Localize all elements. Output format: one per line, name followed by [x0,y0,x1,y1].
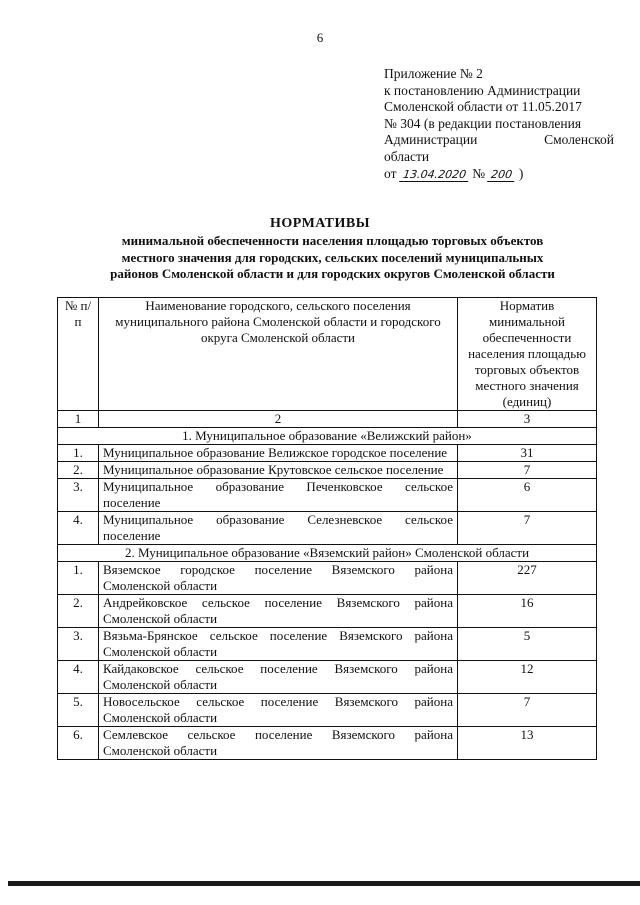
table-row [58,479,597,512]
section-row [58,545,597,562]
row-number: 1. [58,562,99,595]
row-name: Вязьма-Брянское сельское поселение Вяземского района Смоленской области [99,628,458,661]
row-value: 7 [458,694,597,727]
row-value: 7 [458,462,597,479]
handwritten-date: 13.04.2020 [399,169,470,182]
table-row [58,562,597,595]
norms-table [57,297,597,760]
document-subtitle [60,233,605,283]
col-number: 1 [58,411,99,428]
row-number: 3. [58,479,99,512]
col-number: 2 [99,411,458,428]
section-row [58,428,597,445]
section-title: 1. Муниципальное образование «Велижский район» [58,428,597,445]
table-row [58,694,597,727]
row-value: 6 [458,479,597,512]
row-value: 5 [458,628,597,661]
row-value: 227 [458,562,597,595]
row-name: Кайдаковское сельское поселение Вяземского района Смоленской области [99,661,458,694]
row-name: Муниципальное образование Селезневское сельское поселение [99,512,458,545]
date-prefix: от [384,165,397,181]
appendix-line: к постановлению Администрации [384,82,581,98]
row-number: 4. [58,512,99,545]
appendix-line: Приложение № 2 [384,66,483,81]
appendix-line: Смоленской области от 11.05.2017 [384,99,582,115]
row-number: 6. [58,727,99,760]
table-row [58,661,597,694]
row-name: Семлевское сельское поселение Вяземского района Смоленской области [99,727,458,760]
closing-paren: ) [518,165,524,181]
row-value: 12 [458,661,597,694]
table-row [58,727,597,760]
document-title: НОРМАТИВЫ [270,216,370,231]
table-header-row [58,298,597,411]
row-name: Вяземское городское поселение Вяземского района Смоленской области [99,562,458,595]
appendix-line: № 304 (в редакции постановления [384,115,582,131]
appendix-line [384,132,614,149]
row-number: 2. [58,462,99,479]
scan-bottom-edge [8,881,640,886]
table-row [58,462,597,479]
table-row [58,445,597,462]
table-row [58,628,597,661]
row-number: 2. [58,595,99,628]
header-norm: Норматив минимальной обеспеченности населения площадью торговых объектов местного значения (единиц) [458,298,597,411]
row-name: Муниципальное образование Печенковское сельское поселение [99,479,458,512]
col-number: 3 [458,411,597,428]
column-number-row [58,411,597,428]
number-sign: № [472,165,486,181]
appendix-block [384,66,614,182]
row-name: Муниципальное образование Крутовское сельское поселение [99,462,458,479]
row-value: 31 [458,445,597,462]
appendix-word: Смоленской [544,132,614,148]
handwritten-number: 200 [488,169,517,182]
subtitle-line: минимальной обеспеченности населения площадью торговых объектов [121,233,544,248]
row-name: Андрейковское сельское поселение Вяземского района Смоленской области [99,595,458,628]
table-row [58,512,597,545]
row-value: 16 [458,595,597,628]
subtitle-line: местного значения для городских, сельских поселений муниципальных [121,249,544,265]
row-name: Муниципальное образование Велижское городское поселение [99,445,458,462]
row-number: 3. [58,628,99,661]
appendix-line: области [384,148,430,164]
row-number: 5. [58,694,99,727]
appendix-word: Администрации [384,132,478,148]
header-name: Наименование городского, сельского поселения муниципального района Смоленской области и городского округа Смоленской области [99,298,458,411]
section-title: 2. Муниципальное образование «Вяземский район» Смоленской области [58,545,597,562]
appendix-date-line [384,166,614,183]
header-num: № п/п [58,298,99,411]
row-number: 1. [58,445,99,462]
row-value: 13 [458,727,597,760]
table-row [58,595,597,628]
subtitle-line: районов Смоленской области и для городских округов Смоленской области [110,266,555,281]
row-number: 4. [58,661,99,694]
row-value: 7 [458,512,597,545]
row-name: Новосельское сельское поселение Вяземского района Смоленской области [99,694,458,727]
page-number: 6 [316,30,324,45]
